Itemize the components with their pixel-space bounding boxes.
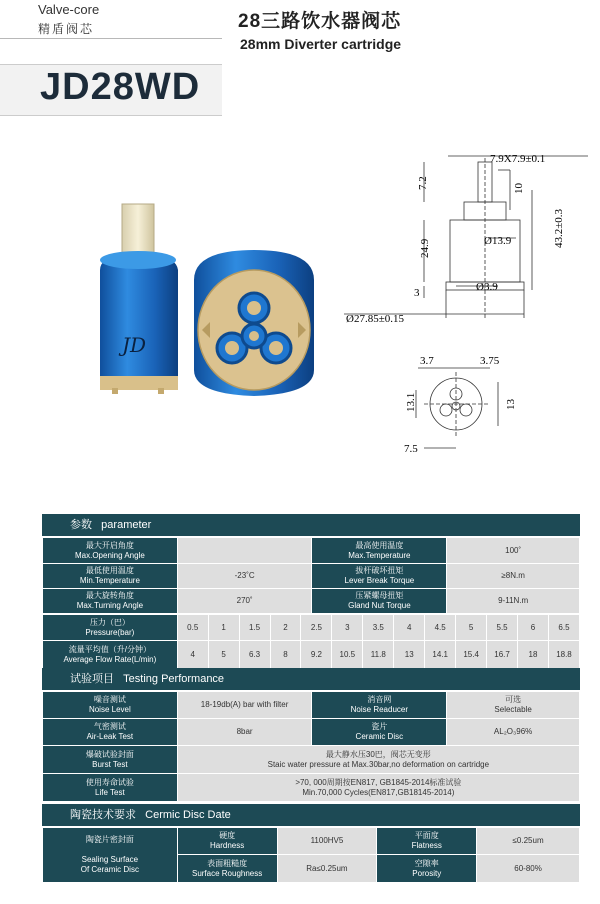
- test-life-value: >70, 000周期按EN817, GB1845-2014标准试验 Min.70,000 Cycles(EN817,GB18145-2014): [177, 774, 579, 802]
- flow-cell: 5: [208, 641, 239, 669]
- disc-seal-label: 陶瓷片密封面 Sealing Surface Of Ceramic Disc: [43, 828, 178, 883]
- dim-3-75: 3.75: [480, 355, 500, 367]
- param-max-open-value: [177, 538, 312, 564]
- dim-24-9: 24.9: [419, 238, 431, 258]
- flow-cell: 15.4: [456, 641, 487, 669]
- disc-poro-value: 60-80%: [477, 855, 580, 883]
- test-air-value: 8bar: [177, 719, 312, 746]
- brand-name-cn: 精盾阀芯: [38, 22, 95, 36]
- parameter-table: [42, 537, 580, 614]
- section-disc-cn: 陶瓷技术要求: [70, 809, 136, 821]
- test-air-label: 气密测试 Air-Leak Test: [43, 719, 178, 746]
- disc-flat-value: ≤0.25um: [477, 828, 580, 855]
- dim-3: 3: [414, 287, 420, 299]
- dim-13: 13: [505, 399, 517, 410]
- pressure-cell: 5.5: [487, 615, 518, 641]
- flow-cell: 18: [518, 641, 549, 669]
- pressure-cell: 3.5: [363, 615, 394, 641]
- pressure-flow-table: [42, 614, 580, 669]
- flow-cell: 8: [270, 641, 301, 669]
- pressure-cell: 0.5: [177, 615, 208, 641]
- disc-hard-label: 硬度 Hardness: [177, 828, 277, 855]
- param-max-temp-label: 最高使用温度 Max.Temperature: [312, 538, 447, 564]
- testing-table: [42, 691, 580, 802]
- flow-cell: 4: [177, 641, 208, 669]
- pressure-cell: 1.5: [239, 615, 270, 641]
- pressure-row: [43, 615, 580, 641]
- test-disc-label: 瓷片 Ceramic Disc: [312, 719, 447, 746]
- brand-divider: [0, 38, 222, 39]
- model-number: JD28WD: [40, 66, 201, 108]
- param-min-temp-value: -23˚C: [177, 564, 312, 589]
- dim-dia-3-9: Ø3.9: [476, 281, 498, 293]
- product-photo: [92, 190, 324, 410]
- dim-43-2: 43.2±0.3: [553, 208, 565, 248]
- test-noise-value: 18-19db(A) bar with filter: [177, 692, 312, 719]
- test-life-label: 使用寿命试验 Life Test: [43, 774, 178, 802]
- param-lever-value: ≥8N.m: [447, 564, 580, 589]
- flow-cell: 14.1: [425, 641, 456, 669]
- pressure-label: 压力（巴） Pressure(bar): [43, 615, 178, 641]
- param-min-temp-label: 最低使用温度 Min.Temperature: [43, 564, 178, 589]
- flow-label: 流量平均值（升/分钟） Average Flow Rate(L/min): [43, 641, 178, 669]
- side-view-drawing: [338, 150, 600, 330]
- test-disc-value: AL₂O₃96%: [447, 719, 580, 746]
- test-reducer-value: 可选 Selectable: [447, 692, 580, 719]
- section-header-testing: [42, 668, 580, 690]
- param-max-open-label: 最大开启角度 Max.Opening Angle: [43, 538, 178, 564]
- dim-stem-square: 7.9X7.9±0.1: [490, 153, 546, 165]
- dim-7-5: 7.5: [404, 443, 418, 455]
- param-max-turn-value: 270˚: [177, 589, 312, 614]
- ceramic-table: [42, 827, 580, 883]
- disc-poro-label: 空隙率 Porosity: [377, 855, 477, 883]
- flow-cell: 16.7: [487, 641, 518, 669]
- param-gland-value: 9-11N.m: [447, 589, 580, 614]
- flow-cell: 6.3: [239, 641, 270, 669]
- test-burst-value: 最大静水压30巴，阀芯无变形 Staic water pressure at Max.30bar,no deformation on cartridge: [177, 746, 579, 774]
- flow-cell: 10.5: [332, 641, 363, 669]
- brand-name-en: Valve-core: [38, 2, 100, 17]
- dim-13-1: 13.1: [405, 392, 417, 412]
- disc-rough-label: 表面粗糙度 Surface Roughness: [177, 855, 277, 883]
- test-reducer-label: 消音网 Noise Readucer: [312, 692, 447, 719]
- dim-7-2: 7.2: [417, 176, 429, 190]
- dim-dia-13-9: Ø13.9: [484, 235, 512, 247]
- pressure-cell: 4.5: [425, 615, 456, 641]
- param-gland-label: 压紧螺母扭矩 Gland Nut Torque: [312, 589, 447, 614]
- test-noise-label: 噪音测试 Noise Level: [43, 692, 178, 719]
- product-title-cn: 28三路饮水器阀芯: [238, 11, 402, 32]
- dim-dia-27-85: Ø27.85±0.15: [346, 313, 404, 325]
- section-param-cn: 参数: [70, 519, 92, 531]
- pressure-cell: 1: [208, 615, 239, 641]
- pressure-cell: 2.5: [301, 615, 332, 641]
- pressure-cell: 3: [332, 615, 363, 641]
- bottom-view-drawing: [390, 352, 530, 462]
- pressure-cell: 2: [270, 615, 301, 641]
- product-title-en: 28mm Diverter cartridge: [240, 36, 402, 52]
- flow-cell: 9.2: [301, 641, 332, 669]
- disc-hard-value: 1100HV5: [277, 828, 377, 855]
- pressure-cell: 6.5: [548, 615, 579, 641]
- disc-rough-value: Ra≤0.25um: [277, 855, 377, 883]
- section-test-en: Testing Performance: [123, 673, 225, 685]
- dim-3-7: 3.7: [420, 355, 434, 367]
- section-test-cn: 试验项目: [70, 673, 114, 685]
- flow-cell: 13: [394, 641, 425, 669]
- flow-cell: 11.8: [363, 641, 394, 669]
- flow-cell: 18.8: [548, 641, 579, 669]
- dim-10: 10: [513, 183, 525, 194]
- param-max-turn-label: 最大旋转角度 Max.Turning Angle: [43, 589, 178, 614]
- section-param-en: parameter: [101, 519, 152, 531]
- section-header-parameter: [42, 514, 580, 536]
- param-max-temp-value: 100˚: [447, 538, 580, 564]
- section-header-ceramic: [42, 804, 580, 826]
- pressure-cell: 5: [456, 615, 487, 641]
- section-disc-en: Cermic Disc Date: [145, 809, 231, 821]
- disc-flat-label: 平面度 Flatness: [377, 828, 477, 855]
- param-lever-label: 拔杆破坏扭矩 Lever Break Torque: [312, 564, 447, 589]
- photo-logo: JD: [122, 333, 147, 357]
- pressure-cell: 6: [518, 615, 549, 641]
- flow-row: [43, 641, 580, 669]
- pressure-cell: 4: [394, 615, 425, 641]
- test-burst-label: 爆破试验封面 Burst Test: [43, 746, 178, 774]
